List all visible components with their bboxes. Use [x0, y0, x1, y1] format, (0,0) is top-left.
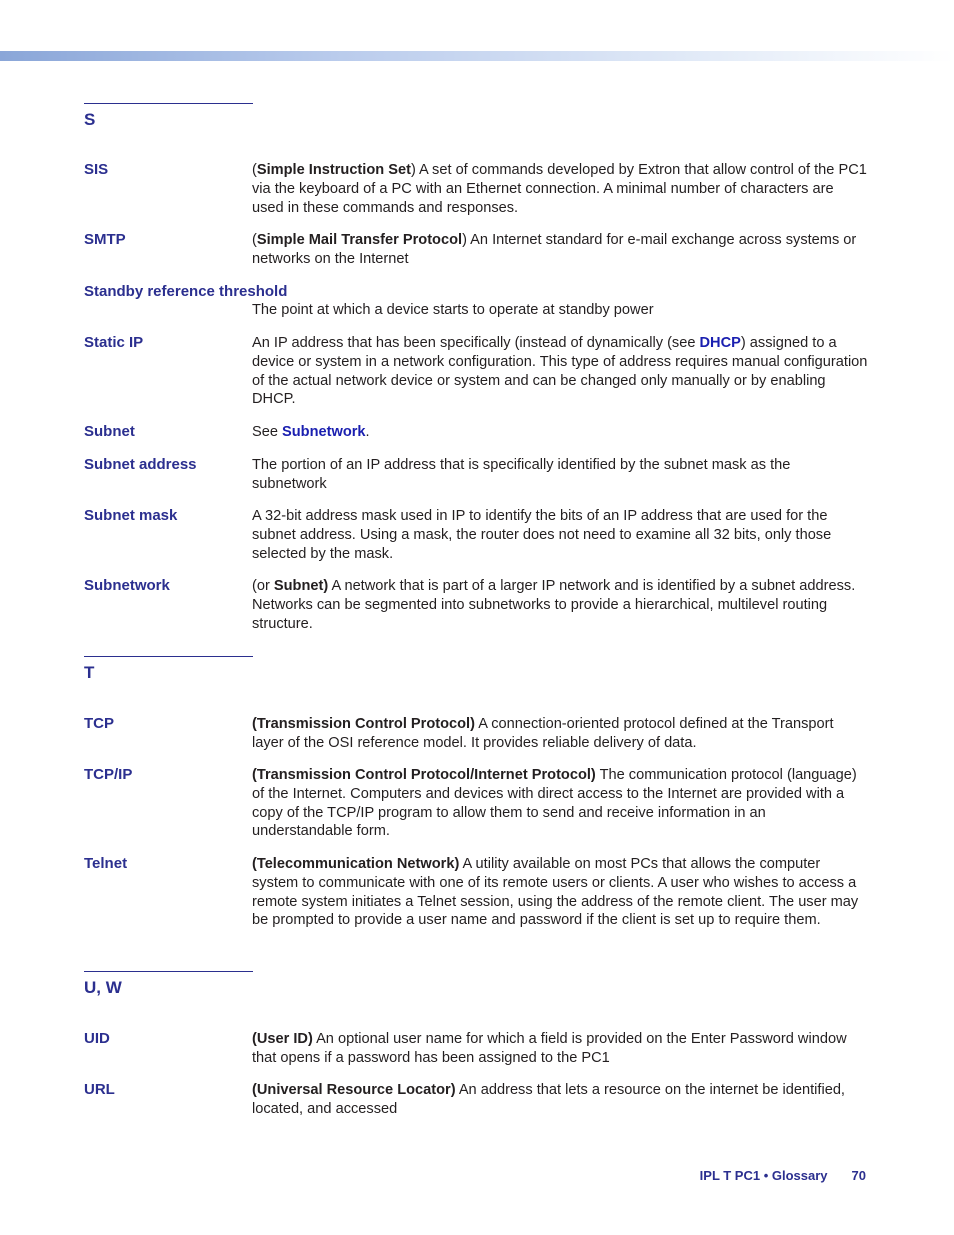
definition-bold: (Universal Resource Locator)	[252, 1082, 456, 1098]
term-subnet: Subnet	[84, 423, 135, 440]
definition-bold: Simple Mail Transfer Protocol	[256, 232, 463, 248]
definition-static-ip: An IP address that has been specifically (instead of dynamically (see DHCP) assigned to a device or system in a network configuration. This type of address requires manual configuration of the actual network device or system and can be changed only manually or by enabling DHCP.	[252, 335, 868, 408]
definition-bold: Subnet)	[273, 578, 329, 594]
term-url: URL	[84, 1081, 115, 1098]
link-dhcp[interactable]: DHCP	[699, 335, 741, 351]
term-subnet-mask: Subnet mask	[84, 507, 178, 524]
page-footer	[660, 1168, 866, 1183]
definition-tcp-ip: (Transmission Control Protocol/Internet Protocol) The communication protocol (language) of the Internet. Computers and devices with direct access to the Internet are provided with a copy of the TCP/IP program to allow them to send and receive information in an understandable form.	[252, 767, 857, 840]
term-subnet-address: Subnet address	[84, 456, 197, 473]
section-rule-s	[84, 103, 253, 104]
definition-subnet: See Subnetwork.	[252, 424, 370, 440]
definition-bold: Simple Instruction Set	[256, 162, 411, 178]
definition-smtp: (Simple Mail Transfer Protocol) An Internet standard for e-mail exchange across systems or networks on the Internet	[252, 232, 857, 267]
section-heading-t: T	[84, 663, 95, 682]
definition-uid: (User ID) An optional user name for which a field is provided on the Enter Password window that opens if a password has been assigned to the PC1	[252, 1031, 847, 1066]
term-smtp: SMTP	[84, 231, 126, 248]
term-subnetwork: Subnetwork	[84, 577, 170, 594]
term-sis: SIS	[84, 161, 109, 178]
definition-standby-reference-threshold: The point at which a device starts to operate at standby power	[252, 302, 654, 318]
term-tcp-ip: TCP/IP	[84, 766, 133, 783]
definition-bold: (Transmission Control Protocol/Internet Protocol)	[252, 767, 596, 783]
section-rule-uw	[84, 971, 253, 972]
section-heading-uw: U, W	[84, 978, 122, 997]
definition-subnetwork: (or Subnet) A network that is part of a larger IP network and is identified by a subnet address. Networks can be segmented into subnetworks to provide a hierarchical, multilevel routing structure.	[252, 578, 856, 632]
term-standby-reference-threshold: Standby reference threshold	[84, 283, 288, 300]
definition-bold: (User ID)	[252, 1031, 313, 1047]
term-tcp: TCP	[84, 715, 114, 732]
header-gradient-bar	[0, 51, 954, 61]
term-telnet: Telnet	[84, 855, 128, 872]
section-heading-s: S	[84, 110, 96, 129]
definition-tcp: (Transmission Control Protocol) A connection-oriented protocol defined at the Transport layer of the OSI reference model. It provides reliable delivery of data.	[252, 716, 834, 751]
page-number: 70	[851, 1168, 866, 1183]
definition-subnet-address: The portion of an IP address that is specifically identified by the subnet mask as the subnetwork	[252, 457, 791, 492]
link-subnetwork[interactable]: Subnetwork	[282, 424, 366, 440]
definition-url: (Universal Resource Locator) An address that lets a resource on the internet be identified, located, and accessed	[252, 1082, 845, 1117]
footer-title: IPL T PC1 • Glossary	[699, 1168, 828, 1183]
definition-sis: (Simple Instruction Set) A set of commands developed by Extron that allow control of the PC1 via the keyboard of a PC with an Ethernet connection. A minimal number of characters are used in these commands and responses.	[252, 162, 867, 216]
definition-bold: (Transmission Control Protocol)	[252, 716, 475, 732]
definition-bold: (Telecommunication Network)	[252, 856, 460, 872]
section-rule-t	[84, 656, 253, 657]
definition-telnet: (Telecommunication Network) A utility available on most PCs that allows the computer system to communicate with one of its remote users or clients. A user who wishes to access a remote system initiates a Telnet session, using the address of the remote client. The user may be prompted to provide a user name and password if the client is set up to require them.	[252, 856, 859, 929]
definition-subnet-mask: A 32-bit address mask used in IP to identify the bits of an IP address that are used for the subnet address. Using a mask, the router does not need to examine all 32 bits, only those selected by the mask.	[252, 508, 832, 562]
term-uid: UID	[84, 1030, 110, 1047]
term-static-ip: Static IP	[84, 334, 144, 351]
